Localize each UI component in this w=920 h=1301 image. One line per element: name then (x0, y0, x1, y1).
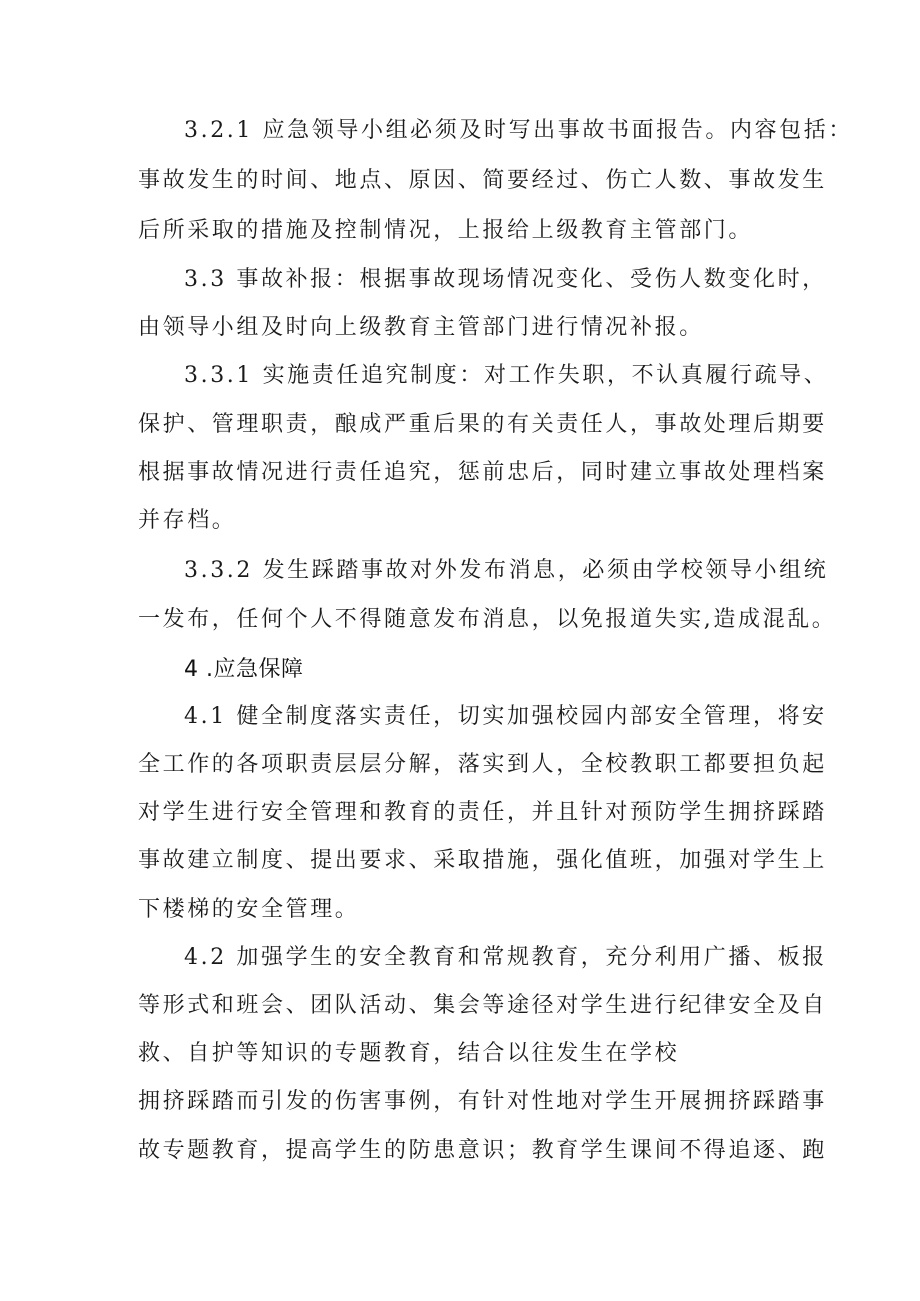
paragraph-4-1-line-2: 全工作的各项职责层层分解，落实到人，全校教职工都要担负起 (138, 752, 827, 777)
paragraph-3-2-1-line-3: 后所采取的措施及控制情况，上报给上级教育主管部门。 (138, 218, 754, 243)
paragraph-4-1-line-4: 事故建立制度、提出要求、采取措施，强化值班，加强对学生上 (138, 848, 827, 873)
paragraph-3-3-1-line-4: 并存档。 (138, 508, 237, 533)
paragraph-4-2-line-2: 等形式和班会、团队活动、集会等途径对学生进行纪律安全及自 (138, 993, 827, 1018)
paragraph-4-2-line-4: 拥挤踩踏而引发的伤害事例，有针对性地对学生开展拥挤踩踏事 (138, 1089, 827, 1114)
paragraph-4-1-line-5: 下楼梯的安全管理。 (138, 897, 360, 922)
paragraph-3-3-2-line-2: 一发布，任何个人不得随意发布消息，以免报道失实,造成混乱。 (138, 607, 837, 632)
paragraph-3-3-1-line-2: 保护、管理职责，酿成严重后果的有关责任人，事故处理后期要 (138, 412, 827, 437)
paragraph-3-3-line-1: 3.3 事故补报：根据事故现场情况变化、受伤人数变化时， (184, 267, 827, 292)
paragraph-4-2-line-1: 4.2 加强学生的安全教育和常规教育，充分利用广播、板报 (184, 945, 827, 970)
paragraph-4-1-line-1: 4.1 健全制度落实责任，切实加强校园内部安全管理，将安 (184, 704, 827, 729)
paragraph-4-1-line-3: 对学生进行安全管理和教育的责任，并且针对预防学生拥挤踩踏 (138, 800, 827, 825)
paragraph-4-2-line-3: 救、自护等知识的专题教育，结合以往发生在学校 (138, 1041, 680, 1066)
paragraph-3-3-2-line-1: 3.3.2 发生踩踏事故对外发布消息，必须由学校领导小组统 (184, 558, 829, 583)
paragraph-3-3-line-2: 由领导小组及时向上级教育主管部门进行情况补报。 (138, 315, 704, 340)
paragraph-3-3-1-line-3: 根据事故情况进行责任追究，惩前忠后，同时建立事故处理档案 (138, 460, 827, 485)
section-heading-4: 4 .应急保障 (184, 657, 304, 682)
paragraph-3-2-1-line-2: 事故发生的时间、地点、原因、简要经过、伤亡人数、事故发生 (138, 168, 827, 193)
paragraph-4-2-line-5: 故专题教育，提高学生的防患意识；教育学生课间不得追逐、跑 (138, 1138, 827, 1163)
paragraph-3-3-1-line-1: 3.3.1 实施责任追究制度：对工作失职，不认真履行疏导、 (184, 363, 829, 388)
paragraph-3-2-1-line-1: 3.2.1 应急领导小组必须及时写出事故书面报告。内容包括： (184, 118, 853, 143)
